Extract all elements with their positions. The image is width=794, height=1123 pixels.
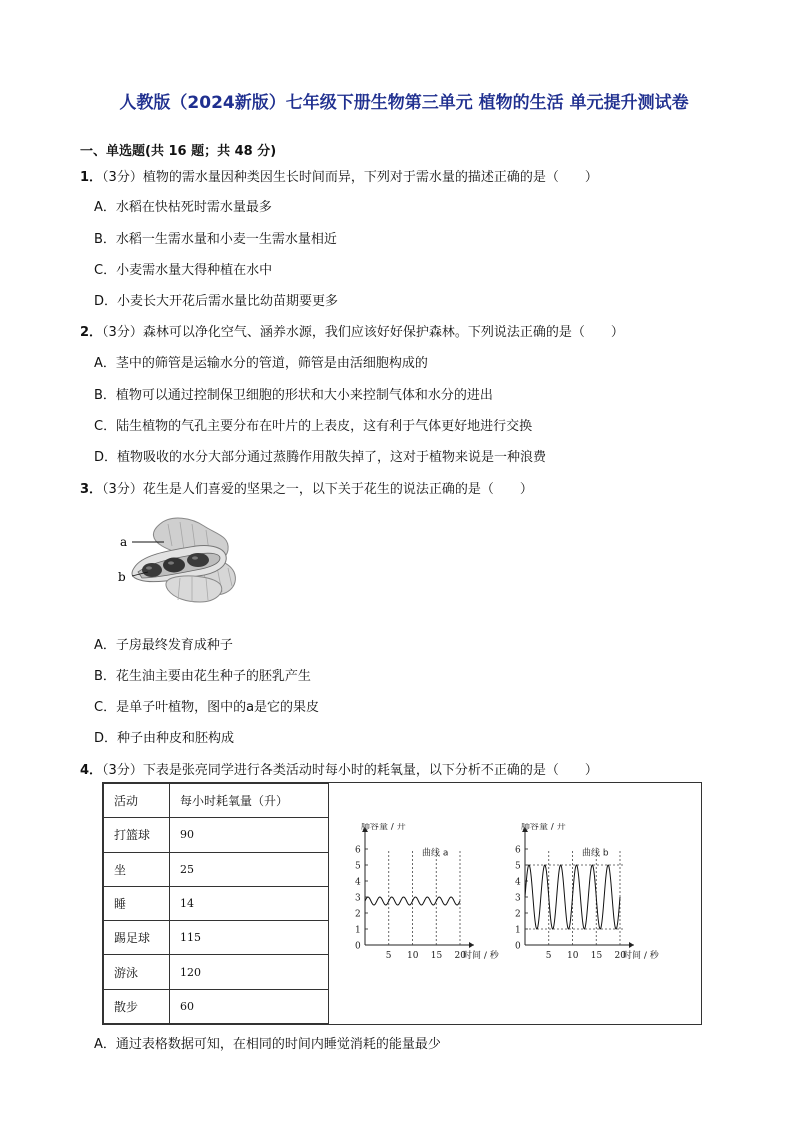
table-row xyxy=(104,989,329,1023)
question-1-option-a[interactable]: A．水稻在快枯死时需水量最多 xyxy=(94,200,272,215)
table-cell: 踢足球 xyxy=(104,921,170,955)
x-tick-label: 15 xyxy=(590,951,603,961)
table-cell: 120 xyxy=(170,955,329,989)
y-tick-label: 1 xyxy=(355,925,361,936)
question-3-option-d[interactable]: D．种子由种皮和胚构成 xyxy=(94,731,235,746)
section-heading: 一、单选题(共 16 题；共 48 分) xyxy=(80,144,277,159)
y-tick-label: 5 xyxy=(515,861,521,872)
question-2-option-c[interactable]: C．陆生植物的气孔主要分布在叶片的上表皮，这有利于气体更好地进行交换 xyxy=(94,419,533,434)
x-tick-label: 20 xyxy=(614,951,626,961)
table-header: 每小时耗氧量（升） xyxy=(170,784,329,818)
question-2-option-a[interactable]: A．茎中的筛管是运输水分的管道，筛管是由活细胞构成的 xyxy=(94,356,428,371)
y-tick-label: 2 xyxy=(355,909,361,920)
x-axis-arrow xyxy=(469,942,474,948)
y-tick-label: 6 xyxy=(355,845,361,856)
table-row xyxy=(104,955,329,989)
y-tick-label: 6 xyxy=(515,845,521,856)
question-number: 2． xyxy=(80,325,103,340)
x-axis-label: 时间 / 秒 xyxy=(463,951,499,961)
table-cell: 60 xyxy=(170,989,329,1023)
y-axis-label: 肺容量 / 升 xyxy=(521,823,566,832)
x-tick-label: 20 xyxy=(454,951,466,961)
lung-capacity-chart-b xyxy=(499,823,669,973)
y-tick-label: 5 xyxy=(355,861,361,872)
page-title: 人教版（2024新版）七年级下册生物第三单元 植物的生活 单元提升测试卷 xyxy=(119,93,689,113)
question-text: （3分）花生是人们喜爱的坚果之一，以下关于花生的说法正确的是（ ） xyxy=(102,482,533,497)
question-4-stem xyxy=(80,759,598,778)
table-cell: 14 xyxy=(170,886,329,920)
series-label: 曲线 b xyxy=(582,848,609,859)
y-tick-label: 3 xyxy=(355,893,361,904)
question-3-option-a[interactable]: A．子房最终发育成种子 xyxy=(94,638,233,653)
question-3-option-c[interactable]: C．是单子叶植物，图中的a是它的果皮 xyxy=(94,700,320,715)
series-label: 曲线 a xyxy=(422,848,449,859)
y-tick-label: 2 xyxy=(515,909,521,920)
y-tick-label: 4 xyxy=(515,877,521,888)
question-3-option-b[interactable]: B．花生油主要由花生种子的胚乳产生 xyxy=(94,669,311,684)
peanut-figure xyxy=(112,510,242,610)
x-tick-label: 5 xyxy=(545,951,552,961)
table-cell: 坐 xyxy=(104,852,170,886)
question-text: （3分）下表是张亮同学进行各类活动时每小时的耗氧量，以下分析不正确的是（ ） xyxy=(102,763,598,778)
x-axis-arrow xyxy=(629,942,634,948)
question-1-stem xyxy=(80,166,598,185)
question-2-option-b[interactable]: B．植物可以通过控制保卫细胞的形状和大小来控制气体和水分的进出 xyxy=(94,388,493,403)
oxygen-table xyxy=(103,783,329,1024)
question-2-option-d[interactable]: D．植物吸收的水分大部分通过蒸腾作用散失掉了，这对于植物来说是一种浪费 xyxy=(94,450,547,465)
question-number: 4． xyxy=(80,763,103,778)
y-tick-label: 0 xyxy=(355,941,361,952)
x-tick-label: 15 xyxy=(430,951,443,961)
table-row xyxy=(104,921,329,955)
y-axis-label: 肺容量 / 升 xyxy=(361,823,406,832)
table-row xyxy=(104,886,329,920)
x-axis-label: 时间 / 秒 xyxy=(623,951,659,961)
table-cell: 睡 xyxy=(104,886,170,920)
question-1-option-c[interactable]: C．小麦需水量大得种植在水中 xyxy=(94,263,273,278)
x-tick-label: 5 xyxy=(385,951,392,961)
question-2-stem xyxy=(80,321,624,340)
table-row xyxy=(104,852,329,886)
table-cell: 游泳 xyxy=(104,955,170,989)
x-tick-label: 10 xyxy=(407,951,419,961)
table-header: 活动 xyxy=(104,784,170,818)
table-cell: 散步 xyxy=(104,989,170,1023)
label-a: a xyxy=(120,535,128,549)
question-3-stem xyxy=(80,478,533,497)
y-tick-label: 1 xyxy=(515,925,521,936)
y-tick-label: 4 xyxy=(355,877,361,888)
question-text: （3分）森林可以净化空气、涵养水源，我们应该好好保护森林。下列说法正确的是（ ） xyxy=(102,325,624,340)
question-number: 3． xyxy=(80,482,103,497)
y-tick-label: 3 xyxy=(515,893,521,904)
table-cell: 90 xyxy=(170,818,329,852)
table-cell: 打篮球 xyxy=(104,818,170,852)
question-1-option-d[interactable]: D．小麦长大开花后需水量比幼苗期要更多 xyxy=(94,294,339,309)
label-b: b xyxy=(118,570,126,584)
peanut-shell-front xyxy=(166,576,222,602)
y-tick-label: 0 xyxy=(515,941,521,952)
oxygen-figure xyxy=(102,782,702,1025)
question-text: （3分）植物的需水量因种类因生长时间而异，下列对于需水量的描述正确的是（ ） xyxy=(102,170,598,185)
table-cell: 25 xyxy=(170,852,329,886)
table-header-row xyxy=(104,784,329,818)
table-row xyxy=(104,818,329,852)
lung-capacity-chart-a xyxy=(339,823,509,973)
question-number: 1． xyxy=(80,170,103,185)
question-1-option-b[interactable]: B．水稻一生需水量和小麦一生需水量相近 xyxy=(94,232,337,247)
question-4-option-a[interactable]: A．通过表格数据可知，在相同的时间内睡觉消耗的能量最少 xyxy=(94,1037,441,1052)
table-cell: 115 xyxy=(170,921,329,955)
x-tick-label: 10 xyxy=(567,951,579,961)
